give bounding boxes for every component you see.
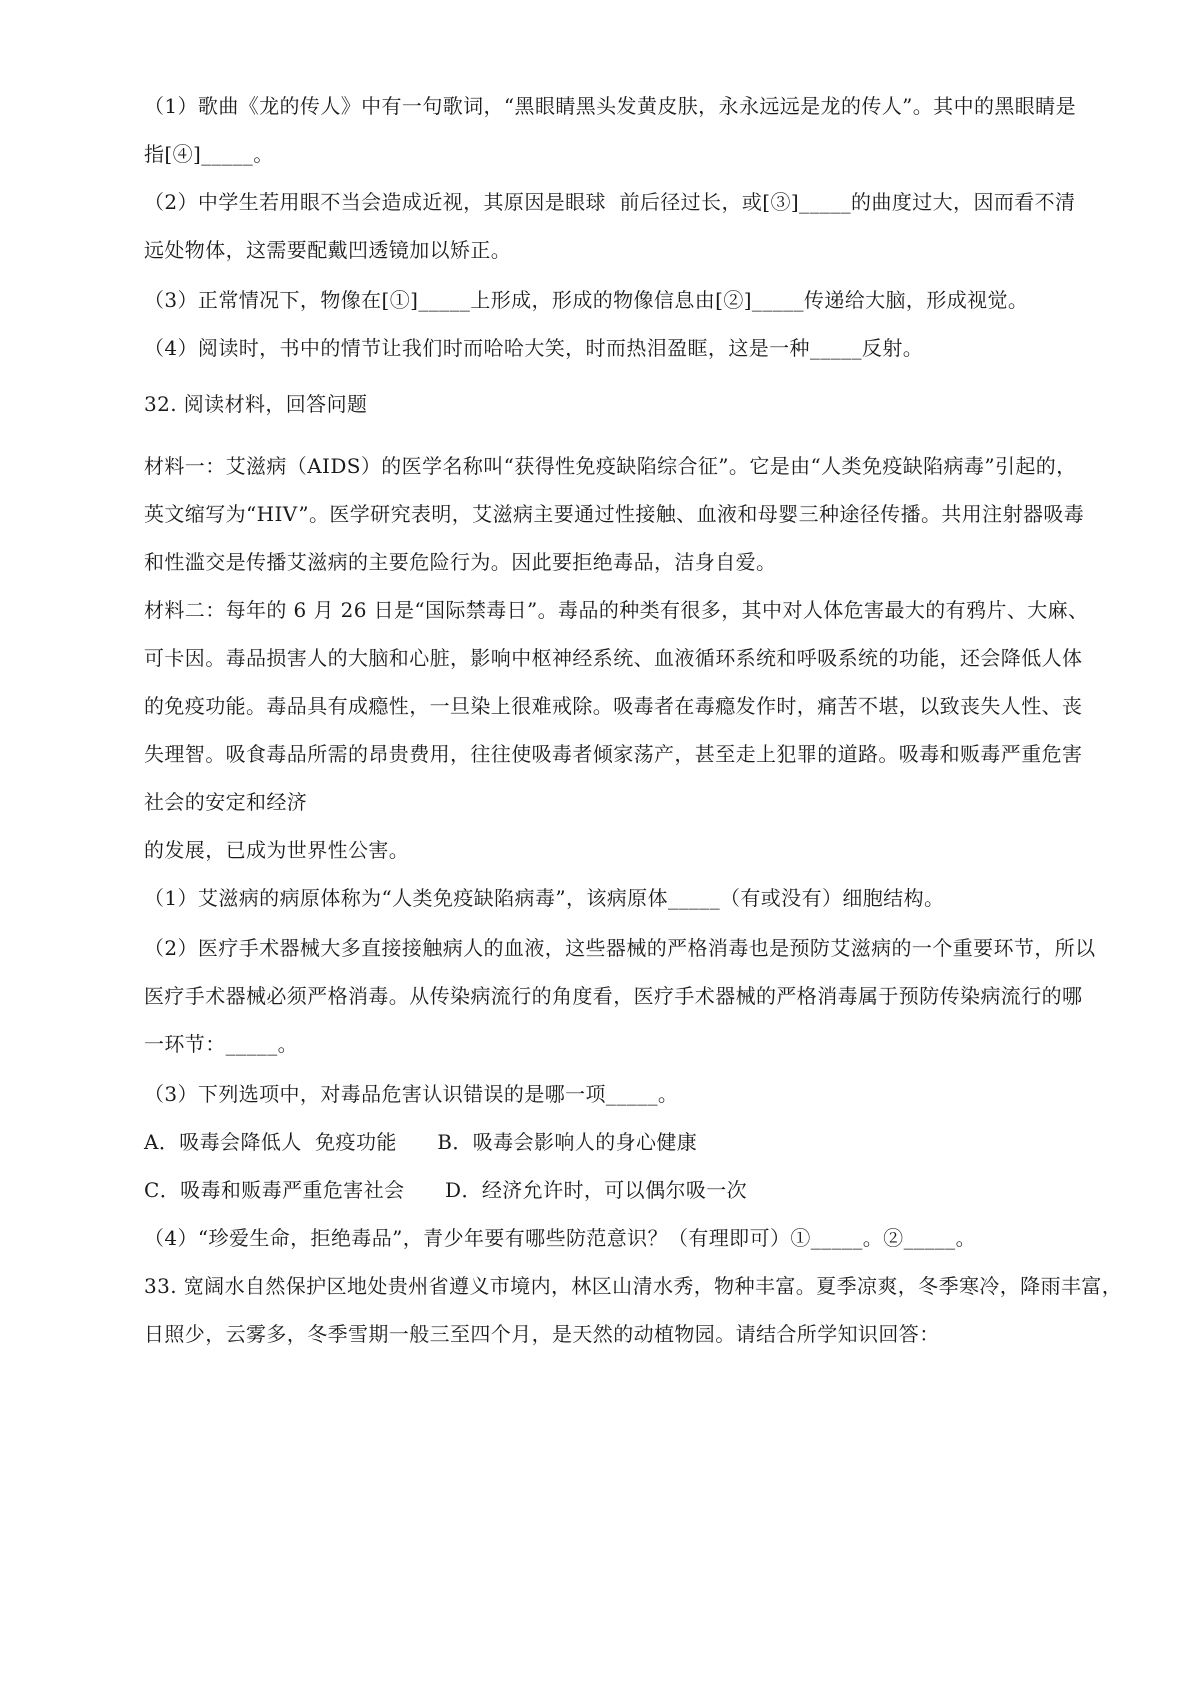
q32-title: 32. 阅读材料，回答问题	[144, 392, 368, 416]
q31-sub1-line1: （1）歌曲《龙的传人》中有一句歌词，“黑眼睛黑头发黄皮肤，永永远远是龙的传人”。其中的黑眼睛是	[144, 94, 1076, 118]
q31-sub2-line2: 远处物体，这需要配戴凹透镜加以矫正。	[144, 238, 512, 262]
q32-material2-line: 的发展，已成为世界性公害。	[144, 838, 410, 862]
q32-sub2-line: 医疗手术器械必须严格消毒。从传染病流行的角度看，医疗手术器械的严格消毒属于预防传染病流行的哪	[144, 984, 1083, 1008]
q32-sub2-line: （2）医疗手术器械大多直接接触病人的血液，这些器械的严格消毒也是预防艾滋病的一个重要环节，所以	[144, 936, 1096, 960]
q32-material2-line: 的免疫功能。毒品具有成瘾性，一旦染上很难戒除。吸毒者在毒瘾发作时，痛苦不堪，以致丧失人性、丧	[144, 694, 1083, 718]
q32-material2-line: 失理智。吸食毒品所需的昂贵费用，往往使吸毒者倾家荡产，甚至走上犯罪的道路。吸毒和贩毒严重危害	[144, 742, 1083, 766]
q32-material1-line: 英文缩写为“HIV”。医学研究表明，艾滋病主要通过性接触、血液和母婴三种途径传播。共用注射器吸毒	[144, 502, 1085, 526]
q32-material1-line: 和性滥交是传播艾滋病的主要危险行为。因此要拒绝毒品，洁身自爱。	[144, 550, 777, 574]
q31-sub2-line1: （2）中学生若用眼不当会造成近视，其原因是眼球 前后径过长，或[③]_____的曲度过大，因而看不清	[144, 190, 1076, 214]
q32-sub2-line: 一环节：_____。	[144, 1032, 298, 1056]
q33-line2: 日照少，云雾多，冬季雪期一般三至四个月，是天然的动植物园。请结合所学知识回答：	[144, 1322, 940, 1346]
q32-sub4: （4）“珍爱生命，拒绝毒品”，青少年要有哪些防范意识？（有理即可）①_____。②_____。	[144, 1226, 976, 1250]
q32-sub3: （3）下列选项中，对毒品危害认识错误的是哪一项_____。	[144, 1082, 679, 1106]
q31-sub4: （4）阅读时，书中的情节让我们时而哈哈大笑，时而热泪盈眶，这是一种_____反射。	[144, 336, 924, 360]
q31-sub3: （3）正常情况下，物像在[①]_____上形成，形成的物像信息由[②]_____传递给大脑，形成视觉。	[144, 288, 1029, 312]
q32-material2-line: 材料二：每年的 6 月 26 日是“国际禁毒日”。毒品的种类有很多，其中对人体危害最大的有鸦片、大麻、	[144, 598, 1089, 622]
q32-material1-line: 材料一：艾滋病（AIDS）的医学名称叫“获得性免疫缺陷综合征”。它是由“人类免疫缺陷病毒”引起的，	[144, 454, 1077, 478]
q32-options-row2: C．吸毒和贩毒严重危害社会 D．经济允许时，可以偶尔吸一次	[144, 1178, 748, 1202]
q32-options-row1: A．吸毒会降低人 免疫功能 B．吸毒会影响人的身心健康	[144, 1130, 698, 1154]
q31-sub1-line2: 指[④]_____。	[144, 142, 274, 166]
q32-material2-line: 可卡因。毒品损害人的大脑和心脏，影响中枢神经系统、血液循环系统和呼吸系统的功能，还会降低人体	[144, 646, 1083, 670]
q33-line1: 33. 宽阔水自然保护区地处贵州省遵义市境内，林区山清水秀，物种丰富。夏季凉爽，冬季寒冷，降雨丰富，	[144, 1274, 1123, 1298]
q32-material2-line: 社会的安定和经济	[144, 790, 308, 814]
q32-sub1: （1）艾滋病的病原体称为“人类免疫缺陷病毒”，该病原体_____（有或没有）细胞结构。	[144, 886, 945, 910]
